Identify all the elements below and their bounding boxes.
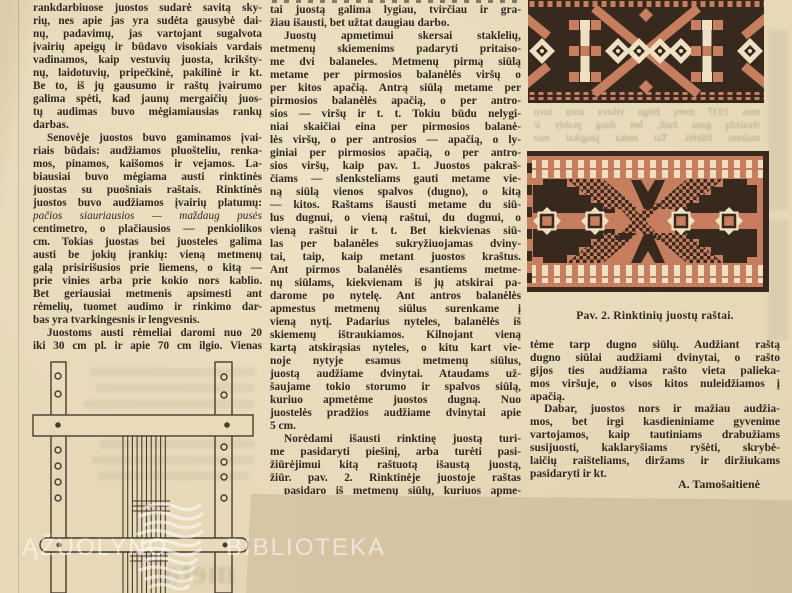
text-line: rankdarbiuose juostos sudarė savitą sky- bbox=[33, 2, 262, 14]
text-line: rių, nes apie jas yra sudėta gausybė dai- bbox=[33, 15, 262, 27]
bleed-through-headline: metai bbox=[154, 554, 236, 591]
text-line: noje nytyje esamus metmenų siūlus, bbox=[270, 355, 521, 367]
text-line: tėme tarp dugno siūlų. Audžiant raštą bbox=[530, 339, 780, 351]
text-line: me dvi balaneles. Metmenų pirmą siūlą bbox=[270, 56, 521, 68]
text-line: me pasidaryti piešinį, arba turėti pasi- bbox=[270, 446, 521, 458]
text-line: pačios siauriausios — maždaug pusės bbox=[33, 210, 262, 222]
text-line: čiams — slenksteliams gauti metame vie- bbox=[270, 173, 521, 185]
text-column-middle bbox=[270, 4, 521, 498]
watermark-text-left: ĄŽUOLYNO bbox=[22, 534, 169, 561]
text-line: žiūrėjimui kitą raštuotą išaustą juostą, bbox=[270, 459, 521, 471]
text-line: sios viršų, kaip pav. 1. Juostos pakraš- bbox=[270, 160, 521, 172]
text-line: tai, taip, kaip metant juostos kraštus. bbox=[270, 251, 521, 263]
post-holes bbox=[55, 373, 227, 501]
text-line: — kitos. Raštams išausti metame du siū- bbox=[270, 199, 521, 211]
text-line: tų audimas buvo mėgiamiausias rankų bbox=[33, 106, 262, 118]
text-line: Dabar, juostos nors ir mažiau audžia- bbox=[544, 403, 780, 416]
text-line: gijos ties audžiama rašto vieta palieka- bbox=[530, 364, 780, 377]
bleed-through-smudge bbox=[768, 220, 788, 340]
text-line: galą prisirišusios prie liemens, o kitą — bbox=[33, 262, 262, 274]
text-line: mos, bet irgi kasdieniniame gyvenime bbox=[530, 416, 780, 429]
text-line: pasidaryti ir kt. bbox=[530, 467, 607, 480]
text-line: juostą audžiame dvinytai. Ataudams už- bbox=[270, 368, 521, 380]
figure-caption: Pav. 2. Rinktinių juostų raštai. bbox=[576, 309, 734, 322]
text-line: lus dugnui, o vieną raštui, du dugnui, o bbox=[270, 212, 521, 224]
text-line: apmestus metmenų siūlus surenkame į bbox=[270, 303, 521, 315]
text-line: mos, pinamos, kaišomos ir vejamos. La- bbox=[33, 158, 262, 170]
page-fold-crease bbox=[18, 0, 19, 593]
text-line: niai skaičiai eina per pirmosios balanė- bbox=[270, 121, 521, 133]
text-line: rėmelių, tuomet audimo ir rinkimo dar- bbox=[33, 301, 262, 313]
text-column-right bbox=[530, 339, 780, 481]
text-line: kuriuo apmetėme juostos dugną. Nuo bbox=[270, 394, 521, 406]
text-line: juostas su puošniais raštais. Rinktinės bbox=[33, 184, 262, 196]
text-line: žiūr. pav. 2. Rinktinėje juostoje raštas bbox=[270, 472, 521, 484]
woven-band-pattern-salmon bbox=[527, 151, 769, 292]
watermark-text-right: BIBLIOTEKA bbox=[226, 534, 387, 561]
bleed-through-smudge bbox=[768, 30, 788, 210]
text-line: pirmosios balanėlės apačią, o per antro- bbox=[270, 95, 521, 107]
text-line: giniai per pirmosios apačią, o per antro- bbox=[270, 147, 521, 159]
text-line: dugno siūlai audžiami dvinytai, o rašto bbox=[530, 351, 780, 364]
text-line: per kitos apačią. Antrą siūlą metame per bbox=[270, 82, 521, 94]
text-line: biausiai buvo mėgiama austi rinktinės bbox=[33, 171, 262, 183]
text-line: galima spėti, kad jaunų mergaičių juos- bbox=[33, 93, 262, 105]
text-line: bas yra tvarkingesnis ir lengvesnis. bbox=[33, 314, 200, 326]
text-line: Be to, iš jų gausumo ir raštų įvairumo bbox=[33, 80, 262, 92]
text-line: juostos buvo audžiamos įvairių platumų: bbox=[33, 197, 262, 209]
text-line: las per balanėles sukryžiuojamas dviny- bbox=[270, 238, 521, 250]
text-line: darbas. bbox=[33, 119, 69, 131]
cropped-text-line bbox=[272, 0, 518, 3]
top-crossbar bbox=[33, 415, 253, 436]
text-line: riais būdais: audžiamos pluošteliu, renka- bbox=[33, 145, 262, 157]
text-line: cm. Tokias juostas bei juosteles galima bbox=[33, 236, 262, 248]
text-line: sios — viršų ir t. t. Tokiu būdu nelygi- bbox=[270, 108, 521, 120]
text-line: apačią. bbox=[530, 390, 565, 403]
text-line: vieną nytį. Padarius nyteles, balanėlės iš bbox=[270, 316, 521, 328]
text-line: kartą atskirąsias nyteles, o kitu kart vie- bbox=[270, 342, 521, 354]
text-line: vadinamos, kaip vestuvių juosta, krikšty- bbox=[33, 54, 262, 66]
text-line: žiau išausti, bet užtat daugiau darbo. bbox=[270, 17, 450, 29]
text-line: metmenų skiemenims padaryti pritaiso- bbox=[270, 43, 521, 55]
text-line: juostelės pradžios audžiame dvinytai apie bbox=[270, 407, 521, 419]
text-line: malonu žiūrėti. Tai tenka jaugikai nuo bbox=[534, 133, 760, 144]
text-line: mus 1937 metų žėlga višava uora tuvo bbox=[534, 107, 760, 118]
author-signature: A. Tamošaitienė bbox=[677, 477, 760, 491]
text-line: metame per pirmosios balanėlės viršų o bbox=[270, 69, 521, 81]
text-line: skiemenų ištraukiamos. Kilnojant vieną bbox=[270, 329, 521, 341]
text-line: darome po nytelę. Ant antros balanėlės bbox=[270, 290, 521, 302]
text-line: susijuosti, kaklaryšiams ryšėti, skrybė- bbox=[530, 442, 780, 455]
text-line: centimetro, o plačiausios — penkiolikos bbox=[33, 223, 262, 235]
text-line: lės viršų, o per antrosios — apačią, o ly- bbox=[270, 134, 521, 146]
text-line: nų siūlams, kiekvienam iš jų atskirai pa- bbox=[270, 277, 521, 289]
text-line: nų, laidotuvių, pripečkinė, pakilinė ir kt. bbox=[33, 67, 262, 79]
text-line: austi be jokių įrankių: vieną metmenų bbox=[33, 249, 262, 261]
text-line: Juostų apmetimui skersai staklelių, bbox=[284, 30, 521, 42]
text-line: pasidaro iš metmenų siūlų, kuriuos apme- bbox=[284, 485, 521, 497]
text-line: įvairių apeigų ir būdavo visokiais vardais bbox=[33, 41, 262, 53]
text-line: šaujame tokio storumo ir spalvos siūlą, bbox=[270, 381, 521, 393]
text-line: iki 30 cm pl. ir apie 70 cm ilgio. Vienas bbox=[33, 340, 262, 352]
text-line: išvaizdą gana žudi, bet daug prably ir bbox=[534, 120, 760, 131]
text-line: tai juostą galima lygiau, tvirčiau ir gra- bbox=[270, 4, 521, 16]
text-line: 5 cm. bbox=[270, 420, 296, 432]
text-column-left bbox=[33, 2, 262, 353]
library-logo-icon bbox=[136, 502, 208, 590]
text-line: mos viršuje, o visos kitos nuleidžiamos į bbox=[530, 377, 780, 390]
text-line: Ant pirmos balanėlės esantiems metme- bbox=[270, 264, 521, 276]
woven-band-pattern-dark bbox=[528, 0, 764, 103]
text-line: vieną raštui ir t. t. Bet kiekvienas siū- bbox=[270, 225, 521, 237]
text-line: ną siūlą vienos spalvos (dugno), o kitą bbox=[270, 186, 521, 198]
text-line: vartojamos, kaip tautiniams drabužiams bbox=[530, 429, 780, 442]
text-line: nų, padavimų, jas vartojant sugalvota bbox=[33, 28, 262, 40]
text-line: laičių raišteliams, diržams ir diržiukams bbox=[530, 455, 780, 468]
text-line: Norėdami išausti rinktinę juostą turi- bbox=[284, 433, 521, 445]
text-line: Bet geriausiai metmenis apsimesti ant bbox=[33, 288, 262, 300]
text-line: prie vinies arba prie kokio nors kablio. bbox=[33, 275, 262, 287]
text-line: Senovėje juostos buvo gaminamos įvai- bbox=[47, 132, 262, 144]
text-line: Juostoms austi rėmeliai daromi nuo 20 bbox=[47, 327, 262, 339]
